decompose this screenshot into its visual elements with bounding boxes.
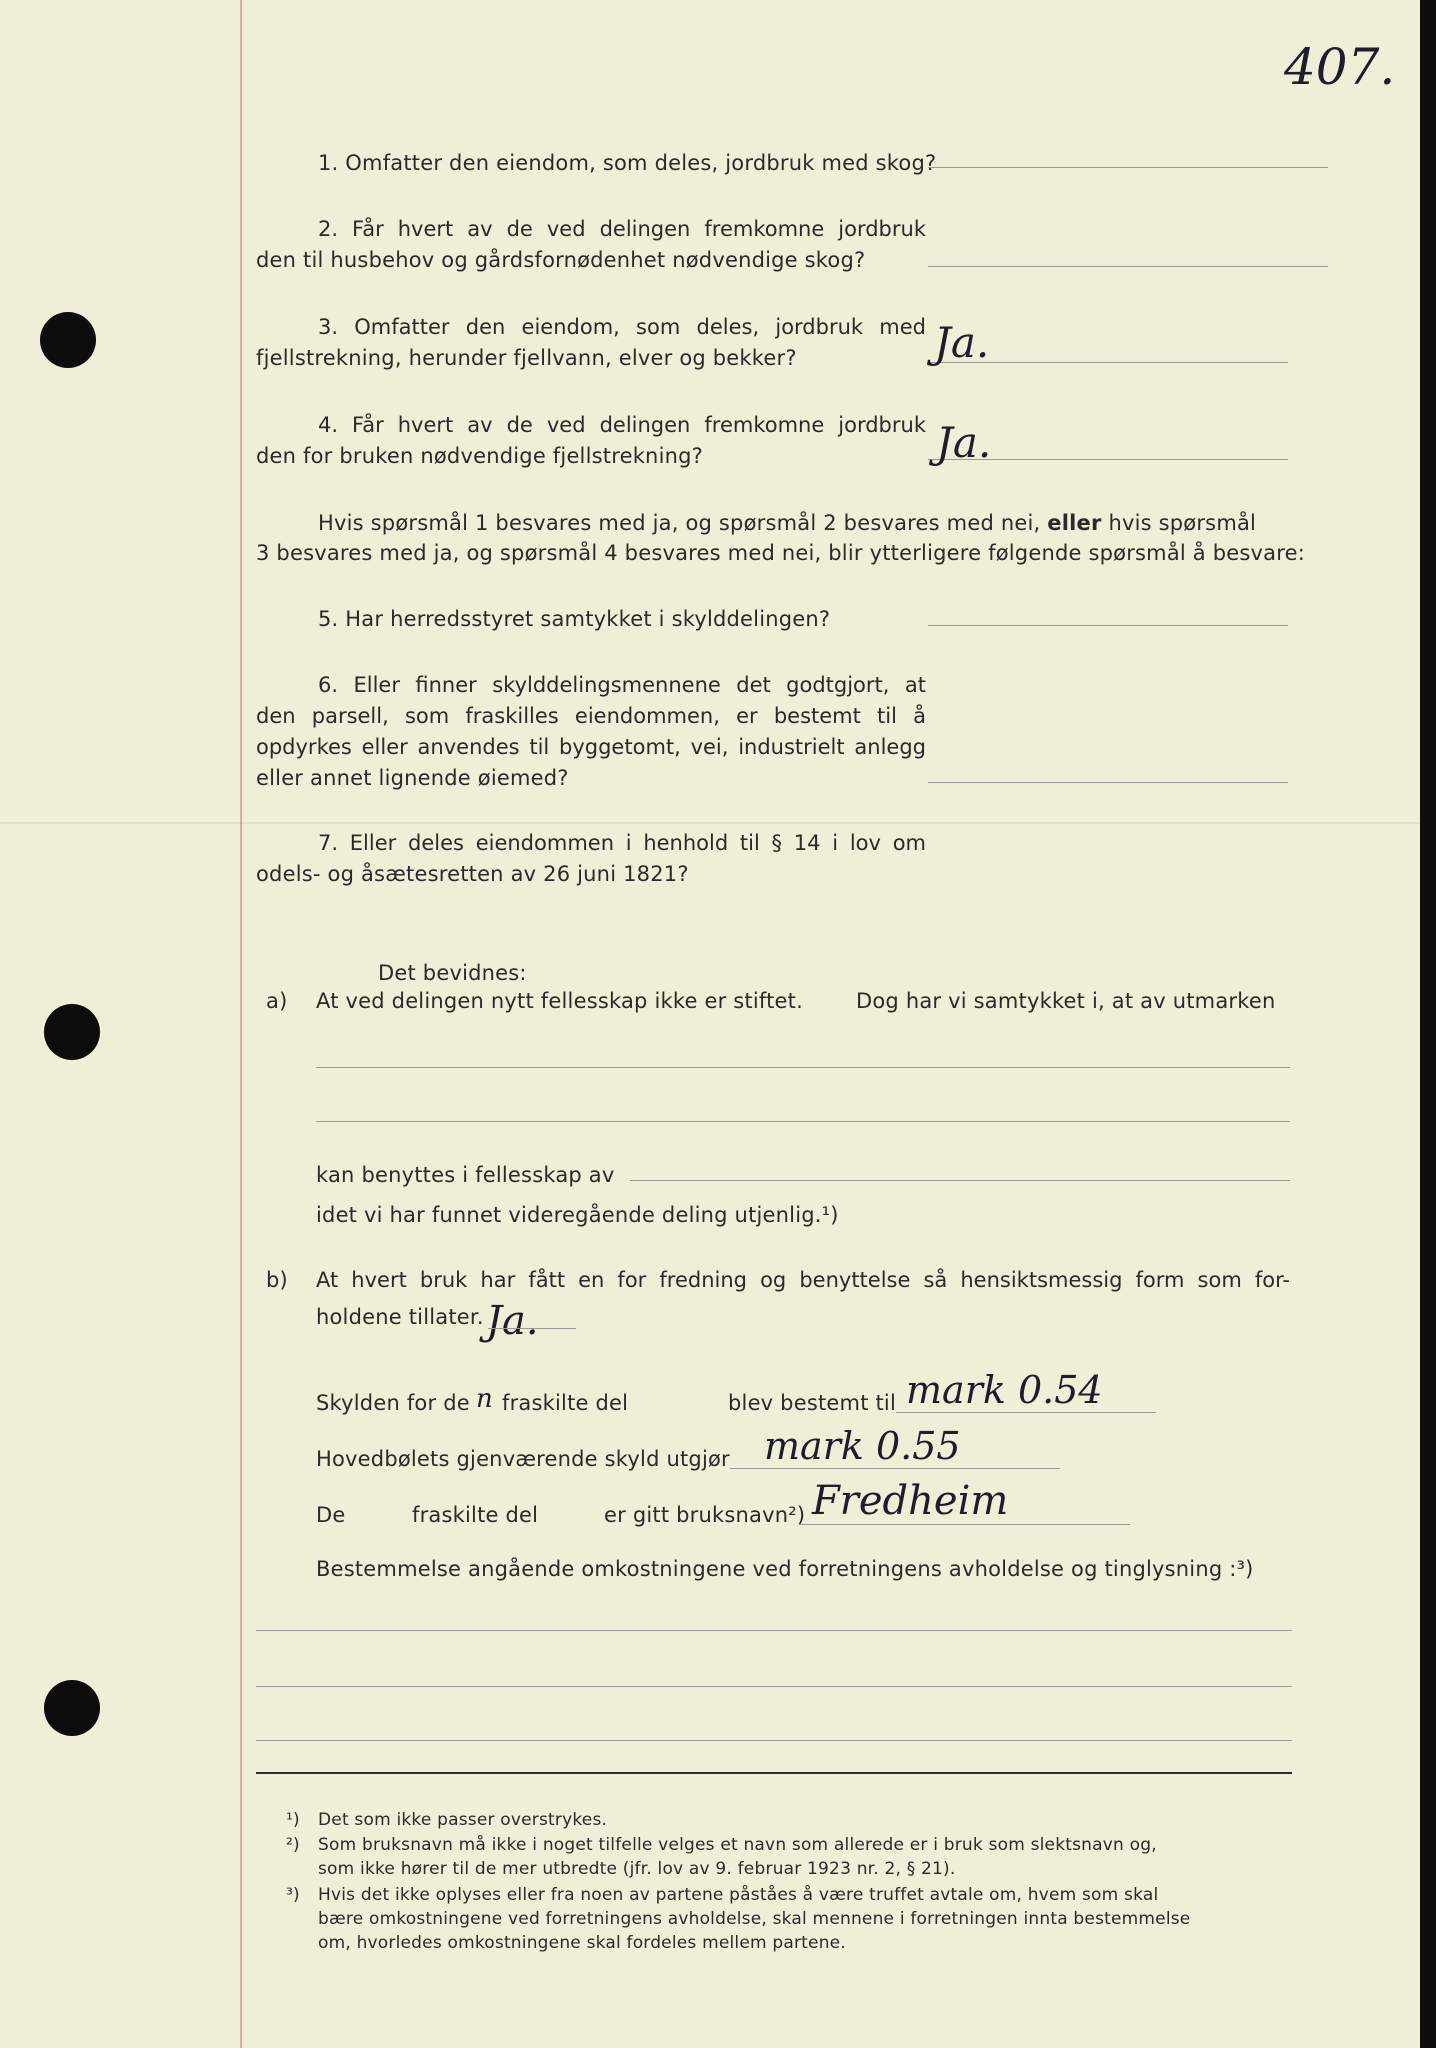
skyld-label-1: Skylden for de (316, 1391, 470, 1415)
item-a-continuation: Dog har vi samtykket i, at av utmarken (856, 989, 1276, 1013)
question-4-line-1: 4. Får hvert av de ved delingen fremkomne jordbruk (318, 413, 926, 437)
item-b-line-2: holdene tillater. (316, 1305, 484, 1329)
answer-line (928, 782, 1288, 783)
footnote-mark: ¹) (286, 1810, 300, 1830)
fill-line (256, 1630, 1292, 1631)
punch-hole (44, 1004, 100, 1060)
answer-handwriting: Ja. (486, 1298, 539, 1344)
question-5: 5. Har herredsstyret samtykket i skylddelingen? (318, 607, 831, 631)
fill-line (630, 1180, 1290, 1181)
bestemmelse-label: Bestemmelse angående omkostningene ved forretningens avholdelse og tinglysning :³) (316, 1557, 1254, 1581)
skyld-label-3: blev bestemt til (728, 1391, 897, 1415)
item-a-utjenlig: idet vi har funnet videregående deling utjenlig.¹) (316, 1203, 839, 1227)
page-fold (0, 822, 1420, 824)
bevidnes-heading: Det bevidnes: (378, 961, 527, 985)
question-1: 1. Omfatter den eiendom, som deles, jordbruk med skog? (318, 151, 937, 175)
hovedbol-label: Hovedbølets gjenværende skyld utgjør (316, 1447, 730, 1471)
footnote-3-line-1: Hvis det ikke oplyses eller fra noen av partene påståes å være truffet avtale om, hvem som skal (318, 1885, 1159, 1905)
question-7-line-1: 7. Eller deles eiendommen i henhold til § 14 i lov om (318, 831, 926, 855)
footnote-mark: ³) (286, 1885, 300, 1905)
item-b-label: b) (266, 1268, 288, 1292)
item-a-label: a) (266, 989, 288, 1013)
fill-line (800, 1524, 1130, 1525)
footnote-3-line-2: bære omkostningene ved forretningens avholdelse, skal mennene i forretningen innta bestemmelse (318, 1909, 1191, 1929)
hovedbol-value: mark 0.55 (764, 1424, 961, 1468)
question-6-line-1: 6. Eller finner skylddelingsmennene det godtgjort, at (318, 673, 926, 697)
skyld-value: mark 0.54 (906, 1368, 1103, 1412)
answer-line (928, 266, 1328, 267)
item-a-fellesskap: kan benyttes i fellesskap av (316, 1163, 615, 1187)
margin-line (240, 0, 242, 2048)
fill-line (256, 1740, 1292, 1741)
question-4-line-2: den for bruken nødvendige fjellstrekning? (256, 444, 703, 468)
page-number: 407. (1284, 38, 1396, 96)
bruksnavn-label-de: De (316, 1503, 346, 1527)
conditional-line-1: Hvis spørsmål 1 besvares med ja, og spørsmål 2 besvares med nei, eller hvis spørsmål (318, 511, 1257, 535)
answer-line (928, 167, 1328, 168)
question-6-line-4: eller annet lignende øiemed? (256, 766, 569, 790)
skyld-handwriting-suffix: n (476, 1384, 493, 1414)
item-b-line-1: At hvert bruk har fått en for fredning og benyttelse så hensiktsmessig form som for- (316, 1268, 1290, 1292)
question-2-line-2: den til husbehov og gårdsfornødenhet nødvendige skog? (256, 248, 866, 272)
item-a-text: At ved delingen nytt fellesskap ikke er stiftet. (316, 989, 803, 1013)
answer-handwriting: Ja. (934, 318, 990, 367)
footnote-separator (256, 1772, 1292, 1774)
fill-line (316, 1067, 1290, 1068)
punch-hole (44, 1680, 100, 1736)
fill-line (896, 1412, 1156, 1413)
question-6-line-3: opdyrkes eller anvendes til byggetomt, vei, industrielt anlegg (256, 735, 926, 759)
bruksnavn-label-mid: fraskilte del (412, 1503, 539, 1527)
answer-handwriting: Ja. (936, 418, 992, 467)
fill-line (316, 1121, 1290, 1122)
bruksnavn-label-end: er gitt bruksnavn²) (604, 1503, 806, 1527)
fill-line (488, 1328, 576, 1329)
question-6-line-2: den parsell, som fraskilles eiendommen, er bestemt til å (256, 704, 926, 728)
punch-hole (40, 312, 96, 368)
conditional-line-2: 3 besvares med ja, og spørsmål 4 besvares med nei, blir ytterligere følgende spørsmål å besvare: (256, 541, 1306, 565)
question-7-line-2: odels- og åsætesretten av 26 juni 1821? (256, 862, 689, 886)
scan-edge (1420, 0, 1436, 2048)
footnote-mark: ²) (286, 1835, 300, 1855)
fill-line (730, 1468, 1060, 1469)
question-3-line-1: 3. Omfatter den eiendom, som deles, jordbruk med (318, 315, 926, 339)
fill-line (256, 1686, 1292, 1687)
footnote-2-line-2: som ikke hører til de mer utbredte (jfr. lov av 9. februar 1923 nr. 2, § 21). (318, 1859, 956, 1879)
footnote-3-line-3: om, hvorledes omkostningene skal fordeles mellem partene. (318, 1933, 846, 1953)
footnote-1-text: Det som ikke passer overstrykes. (318, 1810, 608, 1830)
answer-line (928, 625, 1288, 626)
question-3-line-2: fjellstrekning, herunder fjellvann, elver og bekker? (256, 346, 797, 370)
question-2-line-1: 2. Får hvert av de ved delingen fremkomne jordbruk (318, 217, 926, 241)
bruksnavn-value: Fredheim (812, 1478, 1009, 1524)
skyld-label-2: fraskilte del (502, 1391, 629, 1415)
footnote-2-line-1: Som bruksnavn må ikke i noget tilfelle velges et navn som allerede er i bruk som slektsnavn og, (318, 1835, 1157, 1855)
